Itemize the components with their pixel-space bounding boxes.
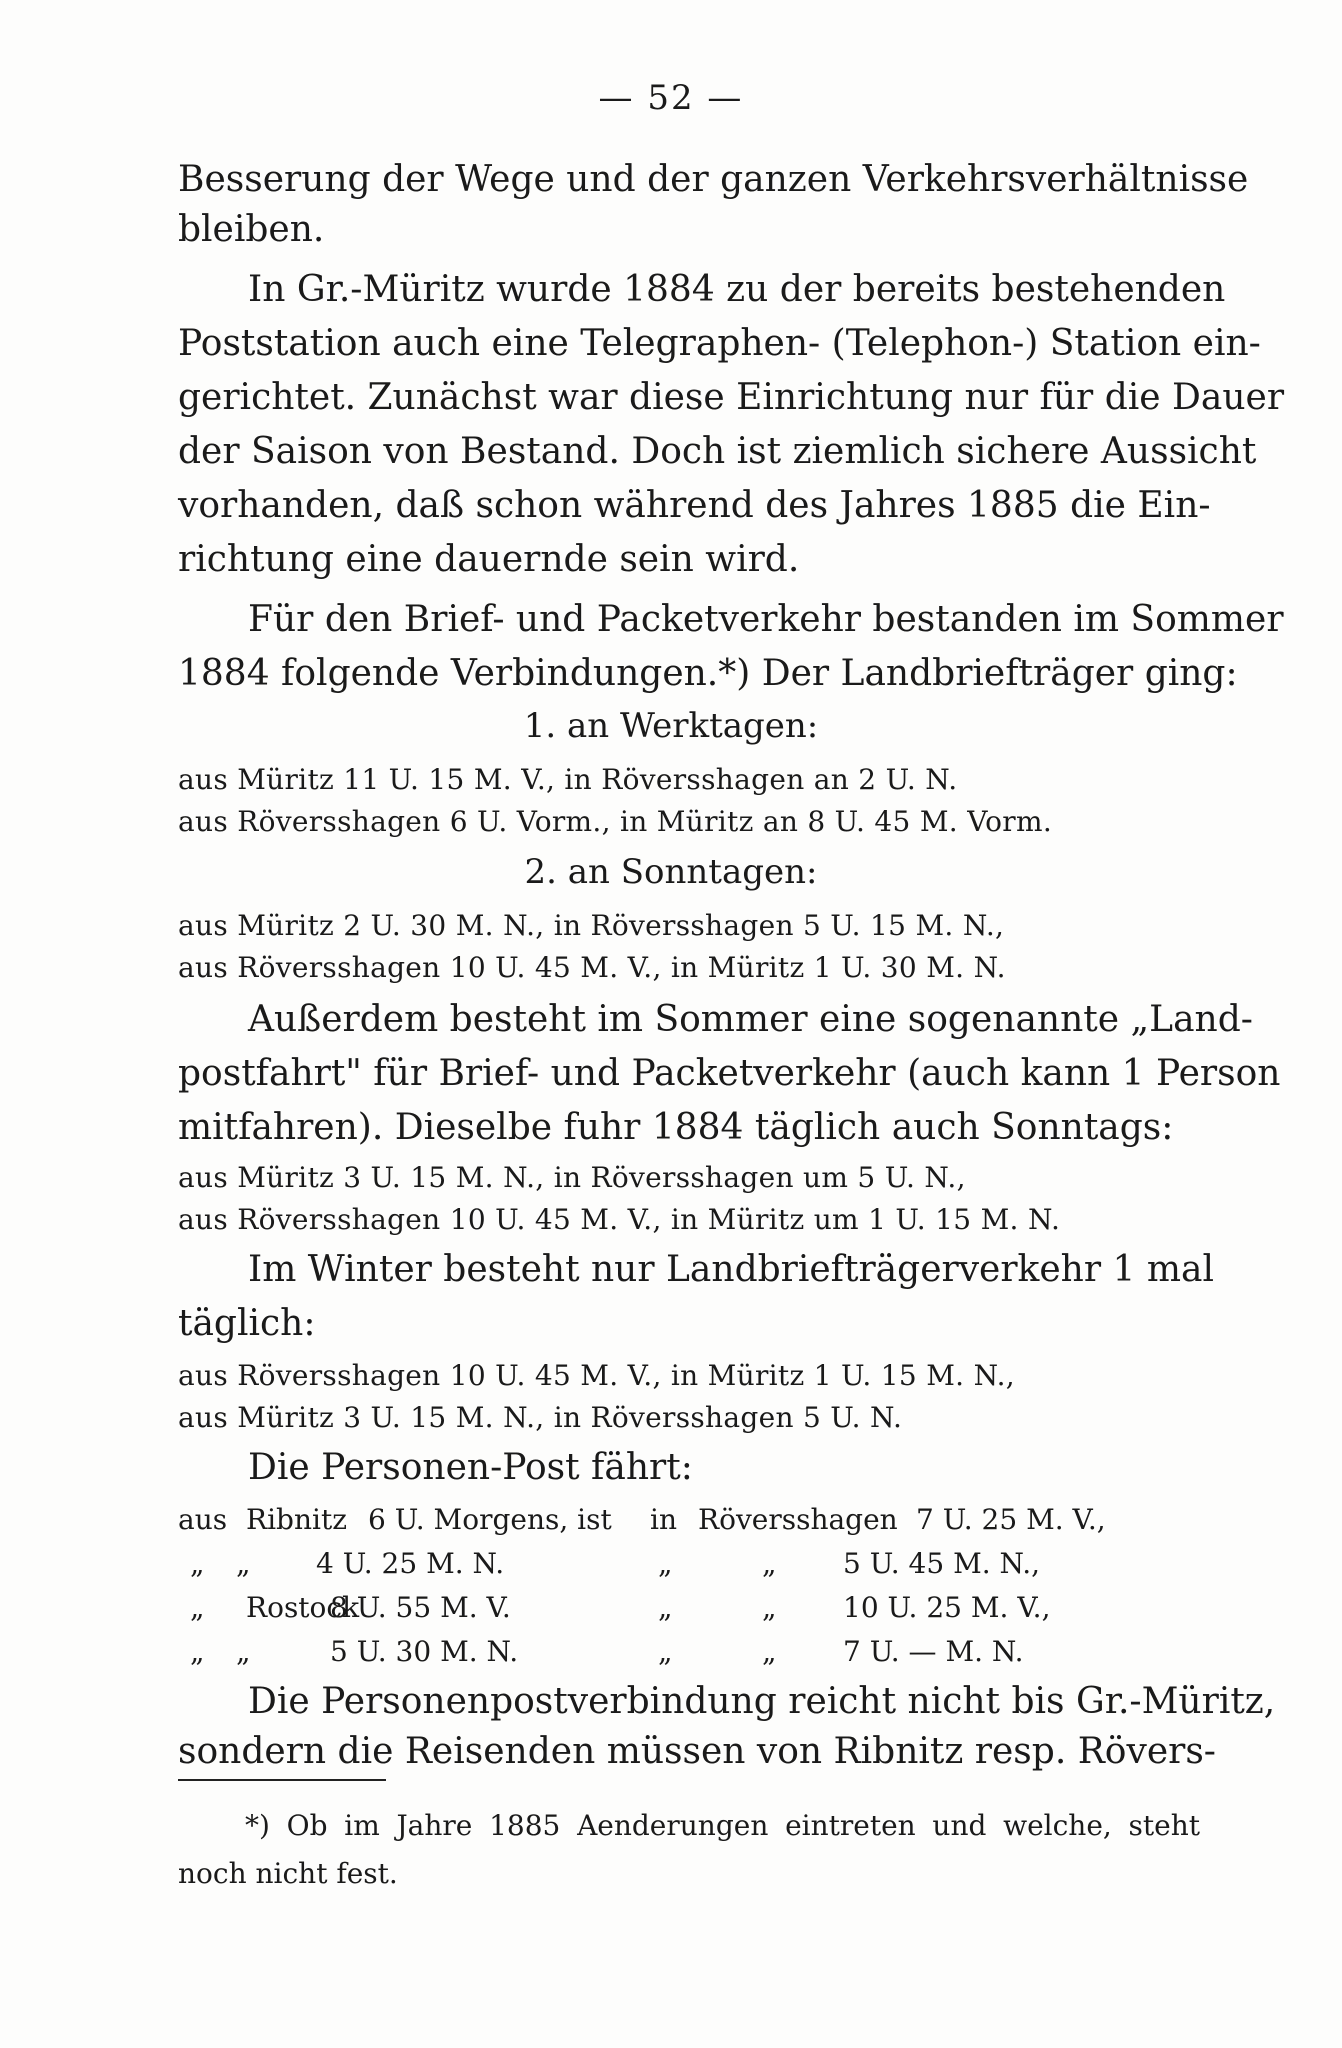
body-line: Für den Brief- und Packetverkehr bestanden im Sommer bbox=[248, 599, 1284, 640]
body-line: Besserung der Wege und der ganzen Verkehrsverhältnisse bbox=[178, 159, 1249, 200]
timetable-cell: 7 U. 25 M. V., bbox=[916, 1503, 1106, 1536]
body-line: mitfahren). Dieselbe fuhr 1884 täglich auch Sonntags: bbox=[178, 1107, 1174, 1148]
schedule-line: aus Röversshagen 6 U. Vorm., in Müritz an 8 U. 45 M. Vorm. bbox=[178, 805, 1053, 838]
body-line: gerichtet. Zunächst war diese Einrichtung nur für die Dauer bbox=[178, 377, 1285, 418]
body-line: Poststation auch eine Telegraphen- (Telephon-) Station ein- bbox=[178, 323, 1261, 364]
timetable-cell: „ bbox=[762, 1547, 777, 1580]
timetable-cell: Ribnitz bbox=[246, 1503, 347, 1536]
schedule-line: aus Müritz 11 U. 15 M. V., in Röversshagen an 2 U. N. bbox=[178, 763, 958, 796]
timetable-cell: „ bbox=[658, 1635, 673, 1668]
footnote-rule bbox=[178, 1779, 386, 1781]
timetable-cell: aus bbox=[178, 1503, 228, 1536]
body-line: Die Personenpostverbindung reicht nicht bis Gr.-Müritz, bbox=[248, 1681, 1276, 1722]
body-line: Außerdem besteht im Sommer eine sogenannte „Land- bbox=[248, 999, 1253, 1040]
footnote-line: *) Ob im Jahre 1885 Aenderungen eintreten und welche, steht bbox=[245, 1809, 1200, 1842]
timetable-cell: 4 U. 25 M. N. bbox=[316, 1547, 505, 1580]
section-heading-sundays: 2. an Sonntagen: bbox=[524, 852, 818, 892]
footnote-line: noch nicht fest. bbox=[178, 1857, 398, 1890]
body-line: bleiben. bbox=[178, 209, 325, 250]
timetable-cell: 8 U. 55 M. V. bbox=[330, 1591, 511, 1624]
schedule-line: aus Müritz 3 U. 15 M. N., in Röversshagen 5 U. N. bbox=[178, 1401, 903, 1434]
schedule-line: aus Röversshagen 10 U. 45 M. V., in Müritz 1 U. 15 M. N., bbox=[178, 1359, 1015, 1392]
schedule-line: aus Müritz 2 U. 30 M. N., in Röversshagen 5 U. 15 M. N., bbox=[178, 909, 1005, 942]
timetable-cell: „ bbox=[190, 1635, 205, 1668]
page-number: — 52 — bbox=[598, 78, 744, 118]
timetable-cell: „ bbox=[658, 1591, 673, 1624]
timetable-cell: „ bbox=[236, 1547, 251, 1580]
schedule-line: aus Müritz 3 U. 15 M. N., in Röversshagen um 5 U. N., bbox=[178, 1161, 966, 1194]
timetable-cell: Rostock bbox=[246, 1591, 360, 1624]
timetable-cell: 10 U. 25 M. V., bbox=[843, 1591, 1051, 1624]
body-line: 1884 folgende Verbindungen.*) Der Landbriefträger ging: bbox=[178, 653, 1238, 694]
timetable-cell: „ bbox=[762, 1591, 777, 1624]
schedule-line: aus Röversshagen 10 U. 45 M. V., in Müritz 1 U. 30 M. N. bbox=[178, 951, 1006, 984]
timetable-cell: 5 U. 30 M. N. bbox=[330, 1635, 519, 1668]
timetable-cell: „ bbox=[190, 1591, 205, 1624]
timetable-cell: „ bbox=[190, 1547, 205, 1580]
timetable-cell: 6 U. Morgens, ist bbox=[368, 1503, 612, 1536]
timetable-cell: „ bbox=[236, 1635, 251, 1668]
body-line: vorhanden, daß schon während des Jahres 1885 die Ein- bbox=[178, 485, 1211, 526]
body-line: postfahrt" für Brief- und Packetverkehr (auch kann 1 Person bbox=[178, 1053, 1281, 1094]
schedule-line: aus Röversshagen 10 U. 45 M. V., in Müritz um 1 U. 15 M. N. bbox=[178, 1203, 1061, 1236]
timetable-cell: Röversshagen bbox=[698, 1503, 898, 1536]
body-line: Im Winter besteht nur Landbriefträgerverkehr 1 mal bbox=[248, 1249, 1214, 1290]
timetable-cell: „ bbox=[658, 1547, 673, 1580]
timetable-cell: in bbox=[650, 1503, 677, 1536]
body-line: richtung eine dauernde sein wird. bbox=[178, 539, 800, 580]
section-heading-personenpost: Die Personen-Post fährt: bbox=[248, 1447, 693, 1488]
timetable-cell: 5 U. 45 M. N., bbox=[843, 1547, 1041, 1580]
body-line: täglich: bbox=[178, 1303, 316, 1344]
body-line: sondern die Reisenden müssen von Ribnitz resp. Rövers- bbox=[178, 1731, 1216, 1772]
body-line: der Saison von Bestand. Doch ist ziemlich sichere Aussicht bbox=[178, 431, 1257, 472]
section-heading-weekdays: 1. an Werktagen: bbox=[523, 706, 819, 746]
timetable-cell: „ bbox=[762, 1635, 777, 1668]
body-line: In Gr.-Müritz wurde 1884 zu der bereits bestehenden bbox=[248, 269, 1226, 310]
timetable-cell: 7 U. — M. N. bbox=[843, 1635, 1024, 1668]
